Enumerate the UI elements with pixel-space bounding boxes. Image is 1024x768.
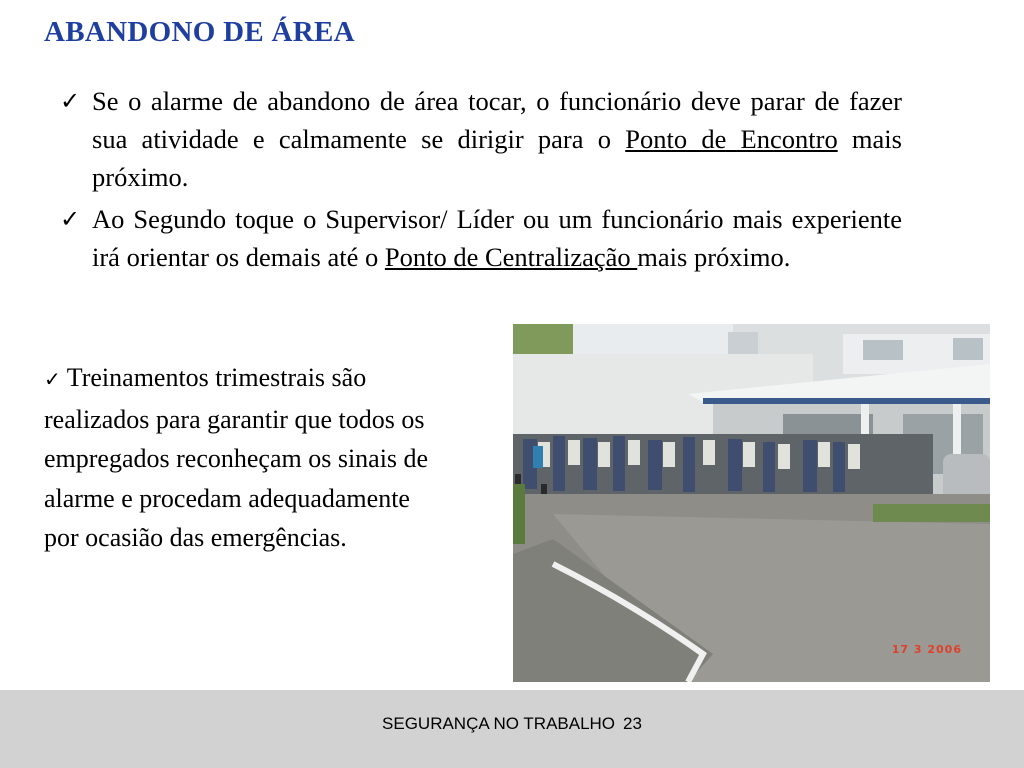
bullet-text: Ao Segundo toque o Supervisor/ Líder ou um funcionário mais experiente irá orientar os demais até o Ponto de Centralização mais próximo. bbox=[92, 204, 902, 272]
footer-text bbox=[0, 714, 1024, 734]
footer-label: SEGURANÇA NO TRABALHO bbox=[382, 714, 616, 733]
checkmark-icon: ✓ bbox=[60, 205, 81, 233]
bullet-text: Se o alarme de abandono de área tocar, o funcionário deve parar de fazer sua atividade e calmamente se dirigir para o Ponto de Encontro mais próximo. bbox=[92, 86, 902, 192]
slide-title: ABANDONO DE ÁREA bbox=[44, 16, 355, 48]
bullet-item-2 bbox=[60, 200, 902, 276]
checkmark-icon: ✓ bbox=[60, 87, 81, 115]
training-note bbox=[44, 358, 444, 558]
bullet-item-1 bbox=[60, 82, 902, 196]
checkmark-icon: ✓ bbox=[44, 367, 61, 391]
ponto-de-encontro-link: Ponto de Encontro bbox=[625, 124, 838, 154]
ponto-de-centralizacao-link: Ponto de Centralização bbox=[384, 242, 638, 272]
slide-footer bbox=[0, 690, 1024, 768]
training-note-text: Treinamentos trimestrais são realizados para garantir que todos os empregados reconheçam os sinais de alarme e procedam adequadamente por ocasião das emergências. bbox=[44, 363, 429, 552]
page-number: 23 bbox=[623, 714, 642, 733]
bullet-list bbox=[60, 82, 902, 280]
evacuation-photo bbox=[513, 324, 990, 682]
photo-date-stamp: 17 3 2006 bbox=[891, 643, 962, 656]
photo-evacuation-drill-icon bbox=[513, 324, 990, 682]
